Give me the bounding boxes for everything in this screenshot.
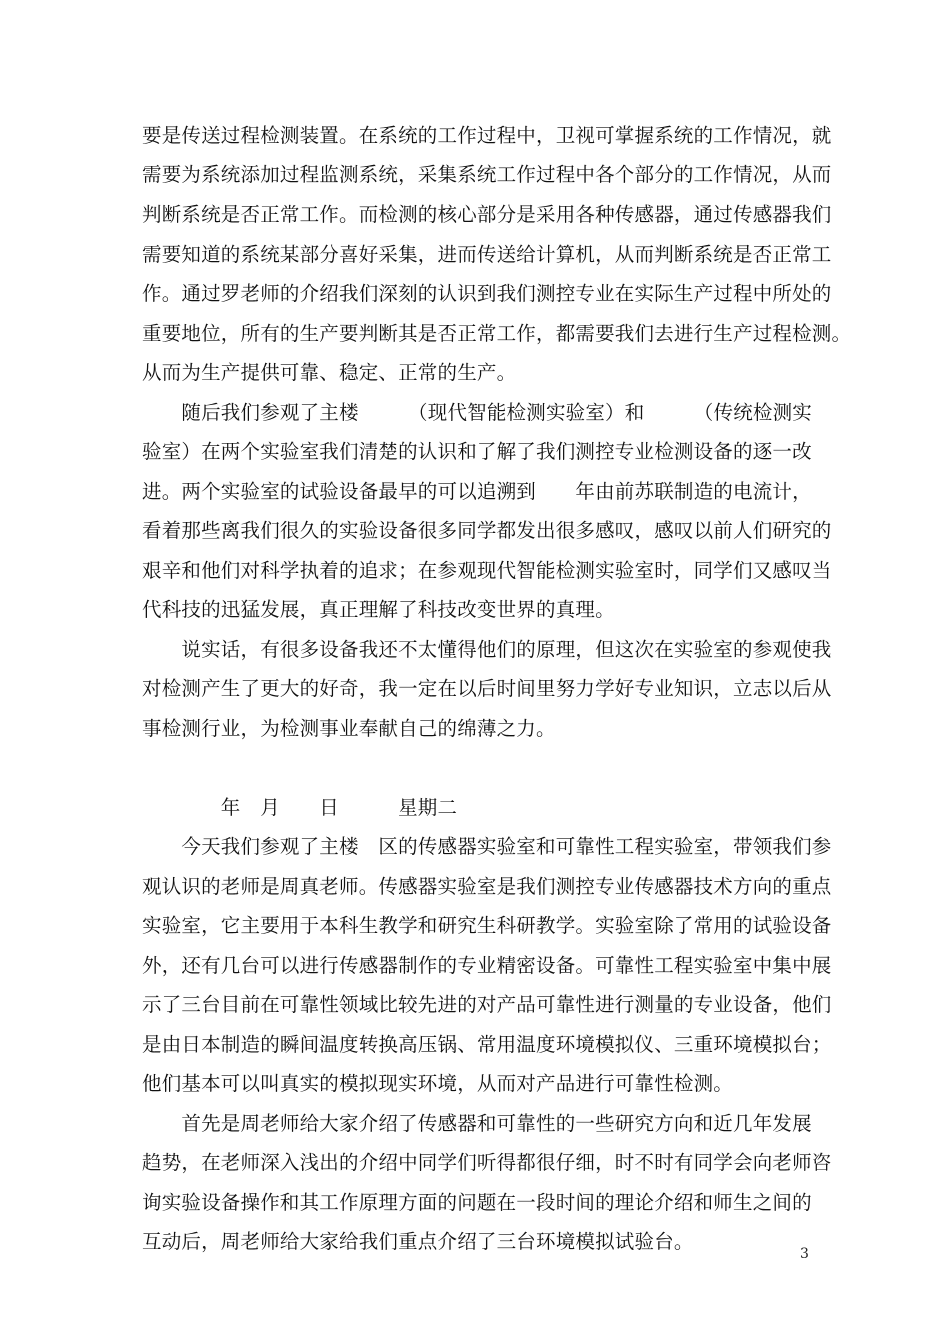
date-line: 年 月 日 星期二 bbox=[142, 796, 458, 819]
text-line: 观认识的老师是周真老师。传感器实验室是我们测控专业传感器技术方向的重点 bbox=[142, 875, 832, 898]
page-number: 3 bbox=[800, 1246, 809, 1262]
text-line: 随后我们参观了主楼 （现代智能检测实验室）和 （传统检测实 bbox=[142, 401, 813, 424]
text-line: 互动后，周老师给大家给我们重点介绍了三台环境模拟试验台。 bbox=[142, 1230, 694, 1253]
text-line: 需要知道的系统某部分喜好采集，进而传送给计算机，从而判断系统是否正常工 bbox=[142, 243, 832, 266]
text-line: 首先是周老师给大家介绍了传感器和可靠性的一些研究方向和近几年发展 bbox=[142, 1112, 812, 1135]
text-line: 说实话，有很多设备我还不太懂得他们的原理，但这次在实验室的参观使我 bbox=[142, 638, 832, 661]
text-line: 事检测行业，为检测事业奉献自己的绵薄之力。 bbox=[142, 717, 556, 740]
text-line: 他们基本可以叫真实的模拟现实环境，从而对产品进行可靠性检测。 bbox=[142, 1072, 734, 1095]
text-line: 实验室，它主要用于本科生教学和研究生科研教学。实验室除了常用的试验设备 bbox=[142, 914, 832, 937]
text-line: 验室）在两个实验室我们清楚的认识和了解了我们测控专业检测设备的逐一改 bbox=[142, 440, 812, 463]
text-line: 趋势，在老师深入浅出的介绍中同学们听得都很仔细，时不时有同学会向老师咨 bbox=[142, 1151, 832, 1174]
text-line: 看着那些离我们很久的实验设备很多同学都发出很多感叹，感叹以前人们研究的 bbox=[142, 519, 832, 542]
text-line: 重要地位，所有的生产要判断其是否正常工作，都需要我们去进行生产过程检测。 bbox=[142, 322, 852, 345]
text-line: 判断系统是否正常工作。而检测的核心部分是采用各种传感器，通过传感器我们 bbox=[142, 203, 832, 226]
text-line: 从而为生产提供可靠、稳定、正常的生产。 bbox=[142, 361, 517, 384]
text-line: 作。通过罗老师的介绍我们深刻的认识到我们测控专业在实际生产过程中所处的 bbox=[142, 282, 832, 305]
text-line: 示了三台目前在可靠性领域比较先进的对产品可靠性进行测量的专业设备，他们 bbox=[142, 993, 832, 1016]
text-line: 需要为系统添加过程监测系统，采集系统工作过程中各个部分的工作情况，从而 bbox=[142, 163, 832, 186]
text-line: 艰辛和他们对科学执着的追求；在参观现代智能检测实验室时，同学们又感叹当 bbox=[142, 559, 832, 582]
text-line: 对检测产生了更大的好奇，我一定在以后时间里努力学好专业知识，立志以后从 bbox=[142, 677, 832, 700]
text-line: 询实验设备操作和其工作原理方面的问题在一段时间的理论介绍和师生之间的 bbox=[142, 1191, 812, 1214]
text-line: 外，还有几台可以进行传感器制作的专业精密设备。可靠性工程实验室中集中展 bbox=[142, 954, 832, 977]
text-line: 进。两个实验室的试验设备最早的可以追溯到 年由前苏联制造的电流计， bbox=[142, 480, 812, 503]
text-line: 要是传送过程检测装置。在系统的工作过程中，卫视可掌握系统的工作情况，就 bbox=[142, 124, 832, 147]
text-line: 代科技的迅猛发展，真正理解了科技改变世界的真理。 bbox=[142, 598, 615, 621]
text-line: 是由日本制造的瞬间温度转换高压锅、常用温度环境模拟仪、三重环境模拟台； bbox=[142, 1033, 832, 1056]
text-line: 今天我们参观了主楼 区的传感器实验室和可靠性工程实验室，带领我们参 bbox=[142, 835, 832, 858]
